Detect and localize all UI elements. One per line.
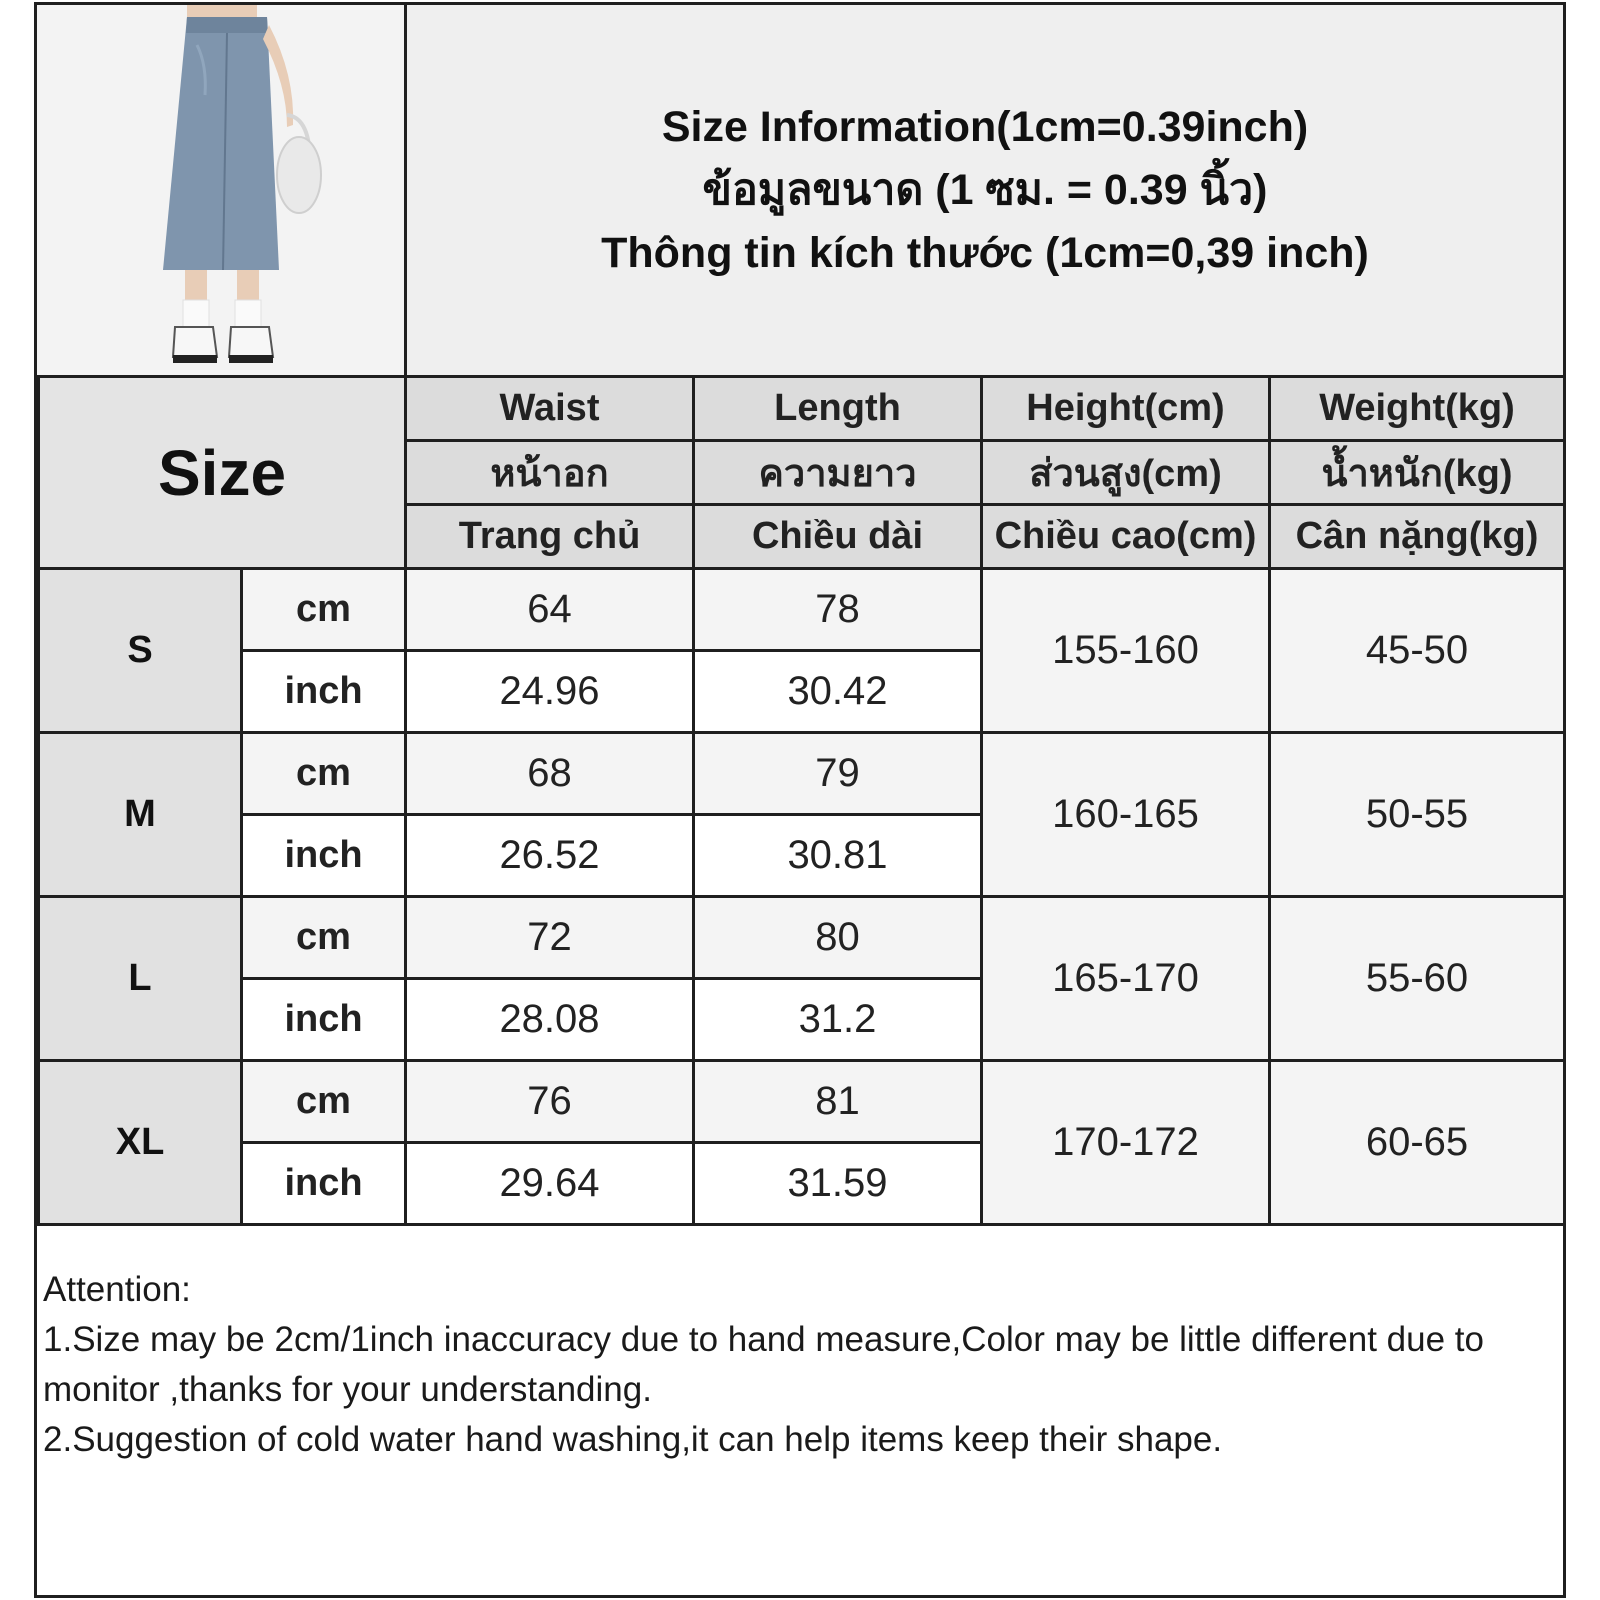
size-column-header: Size <box>39 377 406 569</box>
unit-label-cm: cm <box>242 897 406 979</box>
header-weight-en: Weight(kg) <box>1270 377 1565 441</box>
waist-cm-value: 64 <box>406 569 694 651</box>
denim-skirt-model-illustration <box>37 5 404 375</box>
note-washing: 2.Suggestion of cold water hand washing,it can help items keep their shape. <box>43 1420 1223 1459</box>
weight-range: 60-65 <box>1270 1061 1565 1225</box>
length-cm-value: 81 <box>694 1061 982 1143</box>
title-thai: ข้อมูลขนาด (1 ซม. = 0.39 นิ้ว) <box>702 165 1268 214</box>
weight-range: 50-55 <box>1270 733 1565 897</box>
unit-label-inch: inch <box>242 979 406 1061</box>
waist-inch-value: 26.52 <box>406 815 694 897</box>
header-waist-vi: Trang chủ <box>406 505 694 569</box>
table-row <box>39 733 1565 815</box>
table-row <box>39 897 1565 979</box>
length-inch-value: 31.2 <box>694 979 982 1061</box>
height-range: 155-160 <box>982 569 1270 733</box>
header-height-th: ส่วนสูง(cm) <box>982 441 1270 505</box>
product-photo <box>37 5 407 375</box>
title-english: Size Information(1cm=0.39inch) <box>661 102 1309 151</box>
size-label: S <box>39 569 242 733</box>
size-label: L <box>39 897 242 1061</box>
waist-inch-value: 24.96 <box>406 651 694 733</box>
note-measurement: 1.Size may be 2cm/1inch inaccuracy due to hand measure,Color may be little different due to monitor ,thanks for your understanding. <box>43 1320 1484 1409</box>
length-inch-value: 31.59 <box>694 1143 982 1225</box>
header-waist-en: Waist <box>406 377 694 441</box>
length-cm-value: 79 <box>694 733 982 815</box>
table-row <box>39 569 1565 651</box>
size-label: M <box>39 733 242 897</box>
height-range: 160-165 <box>982 733 1270 897</box>
unit-label-cm: cm <box>242 569 406 651</box>
title-vietnamese: Thông tin kích thước (1cm=0,39 inch) <box>601 228 1369 277</box>
height-range: 170-172 <box>982 1061 1270 1225</box>
header-weight-vi: Cân nặng(kg) <box>1270 505 1565 569</box>
header-length-en: Length <box>694 377 982 441</box>
unit-label-cm: cm <box>242 733 406 815</box>
header-height-vi: Chiều cao(cm) <box>982 505 1270 569</box>
size-label: XL <box>39 1061 242 1225</box>
attention-notes <box>37 1259 1563 1465</box>
weight-range: 55-60 <box>1270 897 1565 1061</box>
waist-cm-value: 72 <box>406 897 694 979</box>
table-row <box>39 1061 1565 1143</box>
size-table <box>37 375 1566 1226</box>
unit-label-inch: inch <box>242 651 406 733</box>
length-inch-value: 30.81 <box>694 815 982 897</box>
waist-inch-value: 29.64 <box>406 1143 694 1225</box>
size-info-title-block <box>407 5 1563 375</box>
header-weight-th: น้ำหนัก(kg) <box>1270 441 1565 505</box>
unit-label-cm: cm <box>242 1061 406 1143</box>
weight-range: 45-50 <box>1270 569 1565 733</box>
waist-cm-value: 68 <box>406 733 694 815</box>
length-cm-value: 78 <box>694 569 982 651</box>
header-length-vi: Chiều dài <box>694 505 982 569</box>
height-range: 165-170 <box>982 897 1270 1061</box>
unit-label-inch: inch <box>242 1143 406 1225</box>
unit-label-inch: inch <box>242 815 406 897</box>
length-cm-value: 80 <box>694 897 982 979</box>
notes-heading: Attention: <box>43 1270 191 1309</box>
length-inch-value: 30.42 <box>694 651 982 733</box>
header-length-th: ความยาว <box>694 441 982 505</box>
header-waist-th: หน้าอก <box>406 441 694 505</box>
waist-inch-value: 28.08 <box>406 979 694 1061</box>
header-height-en: Height(cm) <box>982 377 1270 441</box>
size-chart-sheet <box>34 2 1566 1598</box>
waist-cm-value: 76 <box>406 1061 694 1143</box>
